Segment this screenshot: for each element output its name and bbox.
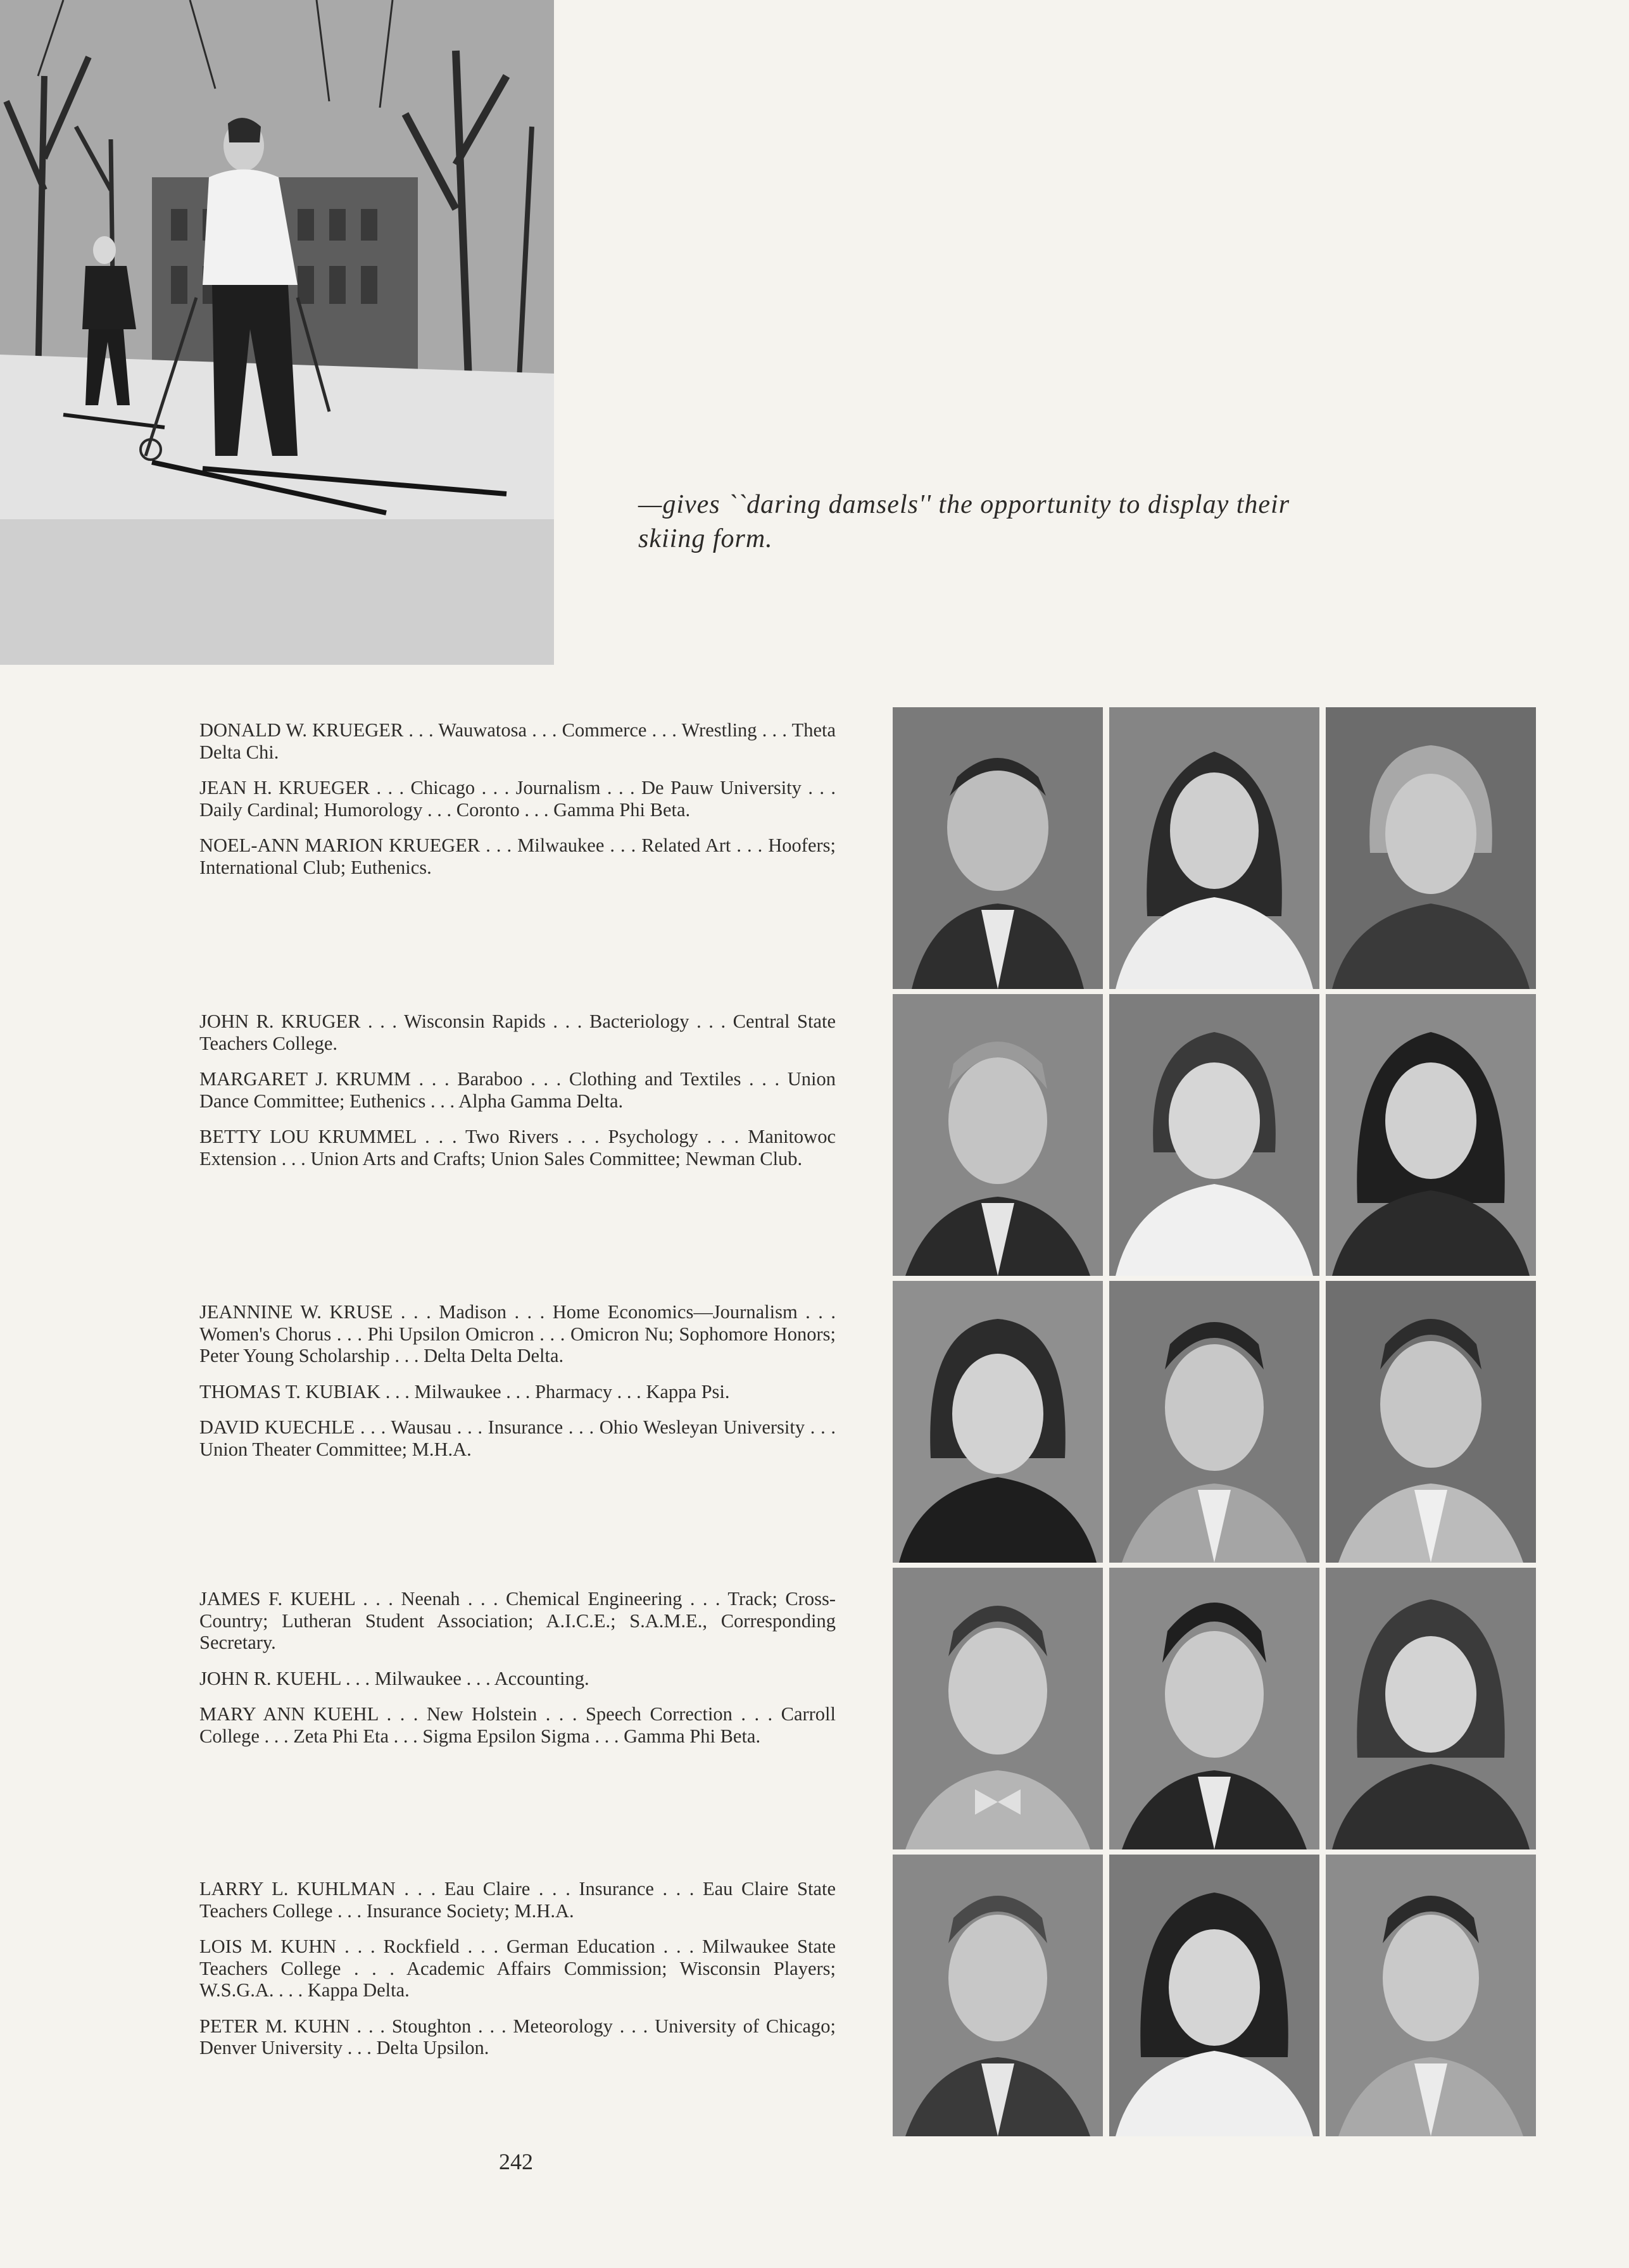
entry-text: BETTY LOU KRUMMEL . . . Two Rivers . . . Psychology . . . Manitowoc Extension . . . Union Arts and Crafts; Union Sales Committee; Newman Club.: [199, 1126, 836, 1169]
entry-text: NOEL-ANN MARION KRUEGER . . . Milwaukee . . . Related Art . . . Hoofers; International Club; Euthenics.: [199, 835, 836, 878]
entry-text: JEANNINE W. KRUSE . . . Madison . . . Home Economics—Journalism . . . Women's Chorus . . . Phi Upsilon Omicron . . . Omicron Nu; Sophomore Honors; Peter Young Scholarship . . . Delta Delta Delta.: [199, 1301, 836, 1366]
photo-caption: —gives ``daring damsels'' the opportunity to display their skiing form.: [638, 490, 1290, 553]
skiing-photo: [0, 0, 554, 665]
portrait-photo: [1326, 1855, 1536, 2136]
portrait-photo: [1109, 994, 1319, 1276]
portrait-photo: [1326, 707, 1536, 989]
portrait-photo: [893, 1855, 1103, 2136]
portrait-photo: [1109, 1281, 1319, 1563]
portrait-photo: [893, 994, 1103, 1276]
portrait-photo: [1326, 1568, 1536, 1849]
entry-group-3: [199, 1301, 836, 1474]
entry-text: JOHN R. KRUGER . . . Wisconsin Rapids . . . Bacteriology . . . Central State Teachers College.: [199, 1011, 836, 1054]
entry-text: THOMAS T. KUBIAK . . . Milwaukee . . . Pharmacy . . . Kappa Psi.: [199, 1380, 730, 1402]
entry-group-5: [199, 1878, 836, 2073]
portrait-photo: [1326, 1281, 1536, 1563]
entry-text: JAMES F. KUEHL . . . Neenah . . . Chemical Engineering . . . Track; Cross-Country; Lutheran Student Association; A.I.C.E.; S.A.M.E., Corresponding Secretary.: [199, 1588, 836, 1653]
entry-text: PETER M. KUHN . . . Stoughton . . . Meteorology . . . University of Chicago; Denver University . . . Delta Upsilon.: [199, 2015, 836, 2058]
entry-text: DAVID KUECHLE . . . Wausau . . . Insurance . . . Ohio Wesleyan University . . . Union Theater Committee; M.H.A.: [199, 1416, 836, 1460]
entry-text: JOHN R. KUEHL . . . Milwaukee . . . Accounting.: [199, 1667, 589, 1689]
entry-group-1: [199, 719, 836, 892]
portrait-photo: [893, 707, 1103, 989]
entry-text: MARGARET J. KRUMM . . . Baraboo . . . Clothing and Textiles . . . Union Dance Committee; Euthenics . . . Alpha Gamma Delta.: [199, 1068, 836, 1112]
entry-text: MARY ANN KUEHL . . . New Holstein . . . Speech Correction . . . Carroll College . . . Zeta Phi Eta . . . Sigma Epsilon Sigma . . . Gamma Phi Beta.: [199, 1703, 836, 1747]
entry-text: JEAN H. KRUEGER . . . Chicago . . . Journalism . . . De Pauw University . . . Daily Cardinal; Humorology . . . Coronto . . . Gamma Phi Beta.: [199, 777, 836, 821]
portrait-photo: [1109, 1568, 1319, 1849]
portrait-grid: [893, 707, 1583, 2141]
portrait-photo: [893, 1281, 1103, 1563]
page-number: 242: [499, 2149, 533, 2174]
portrait-photo: [1326, 994, 1536, 1276]
portrait-photo: [1109, 707, 1319, 989]
entry-group-4: [199, 1588, 836, 1761]
entry-group-2: [199, 1011, 836, 1183]
entry-text: LARRY L. KUHLMAN . . . Eau Claire . . . Insurance . . . Eau Claire State Teachers College . . . Insurance Society; M.H.A.: [199, 1878, 836, 1922]
entry-text: LOIS M. KUHN . . . Rockfield . . . German Education . . . Milwaukee State Teachers College . . . Academic Affairs Commission; Wisconsin Players; W.S.G.A. . . . Kappa Delta.: [199, 1936, 836, 2001]
portrait-photo: [893, 1568, 1103, 1849]
portrait-photo: [1109, 1855, 1319, 2136]
entry-text: DONALD W. KRUEGER . . . Wauwatosa . . . Commerce . . . Wrestling . . . Theta Delta Chi.: [199, 719, 836, 763]
